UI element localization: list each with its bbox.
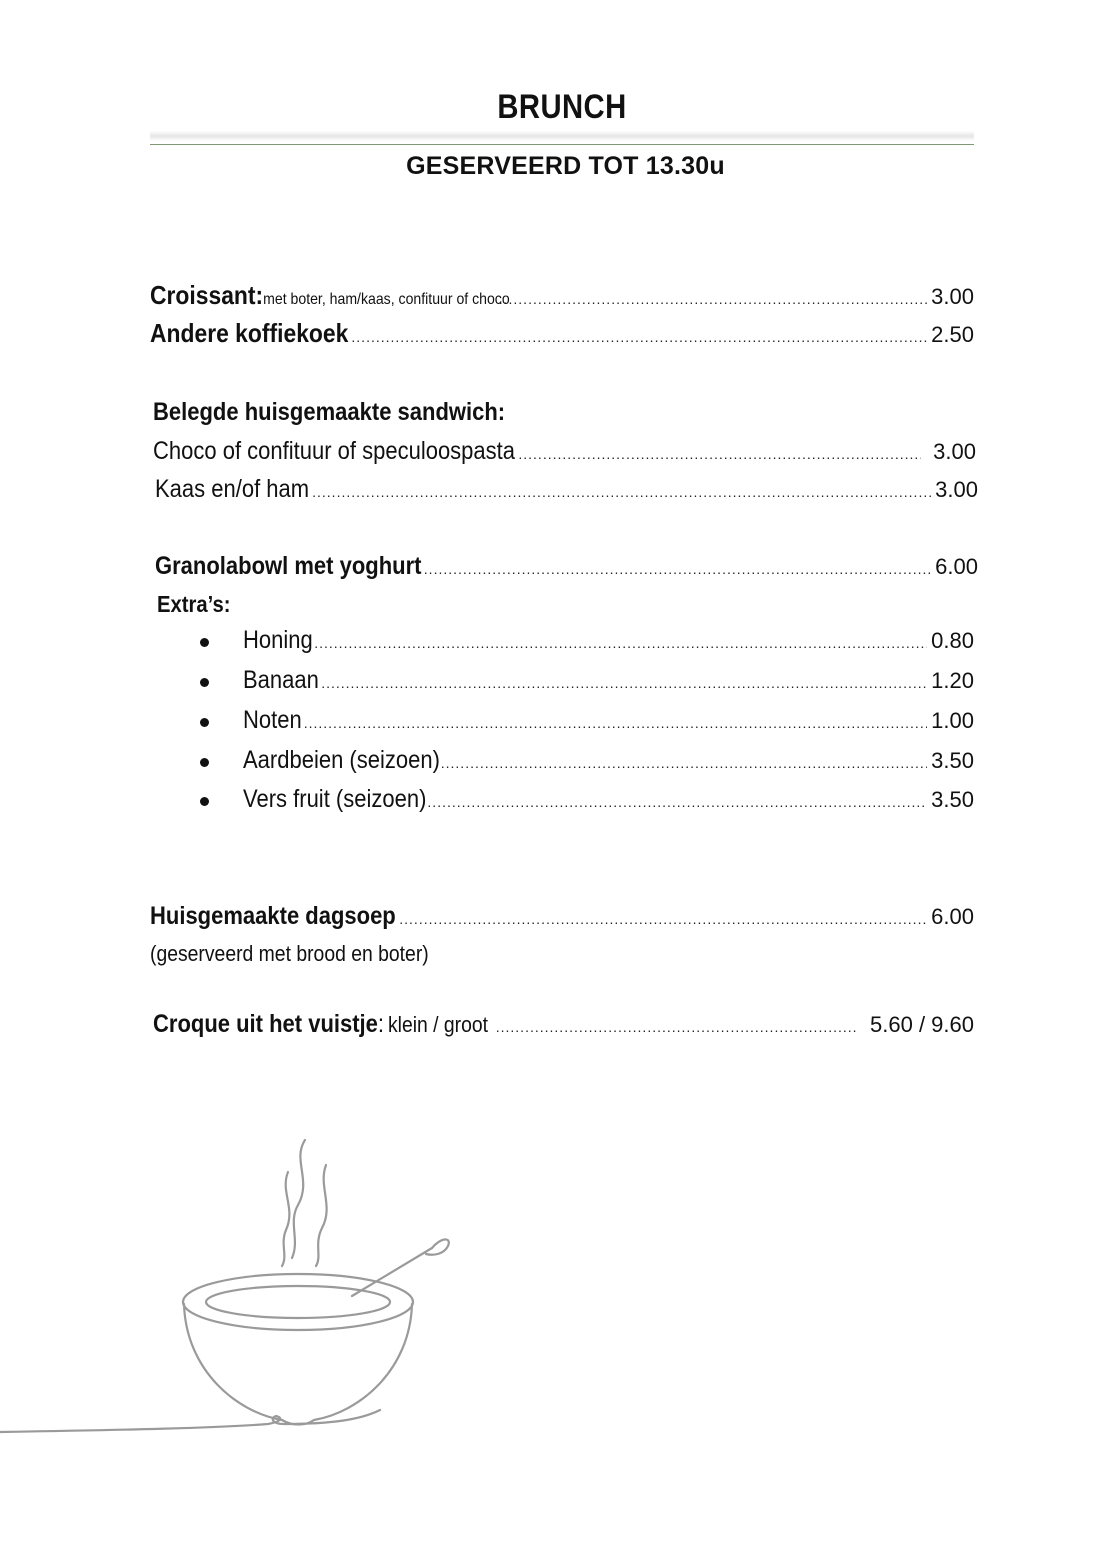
soup-bowl-icon — [0, 1080, 700, 1500]
item-name: Aardbeien (seizoen) — [243, 746, 440, 774]
item-price: 1.20 — [931, 668, 974, 693]
title-rule — [150, 144, 974, 145]
menu-title: BRUNCH — [497, 88, 627, 126]
item-name: Croque uit het vuistje — [153, 1010, 378, 1038]
item-price: 0.80 — [931, 628, 974, 653]
leader-dots — [321, 675, 927, 691]
bullet — [200, 758, 209, 767]
leader-dots — [518, 446, 921, 462]
menu-item-sandwich-kaas — [155, 475, 978, 504]
menu-item-dagsoep — [150, 902, 974, 931]
item-description: klein / groot — [387, 1012, 489, 1037]
leader-dots — [399, 911, 927, 927]
extra-item-banaan — [243, 666, 974, 695]
bullet — [200, 718, 209, 727]
item-name: Honing — [243, 626, 313, 654]
leader-dots — [312, 484, 931, 500]
item-name: Huisgemaakte dagsoep — [150, 902, 396, 930]
item-price: 1.00 — [931, 708, 974, 733]
item-price: 2.50 — [931, 322, 974, 347]
menu-item-koffiekoek — [150, 318, 974, 349]
leader-dots — [424, 561, 931, 577]
menu-item-granola — [155, 552, 978, 581]
item-name: Kaas en/of ham — [155, 475, 310, 503]
title-rule-shadow — [150, 131, 974, 141]
item-name: Vers fruit (seizoen) — [243, 785, 427, 813]
extras-heading: Extra’s: — [157, 591, 231, 617]
item-name: Noten — [243, 706, 302, 734]
extra-item-vers-fruit — [243, 785, 974, 814]
item-name: Andere koffiekoek — [150, 318, 349, 348]
item-name: Choco of confituur of speculoospasta — [153, 437, 516, 465]
leader-dots — [499, 291, 927, 307]
leader-dots — [314, 635, 927, 651]
item-price: 3.50 — [931, 787, 974, 812]
item-name: Banaan — [243, 666, 319, 694]
extra-item-aardbeien — [243, 746, 974, 775]
soup-note: (geserveerd met brood en boter) — [150, 941, 429, 966]
item-separator: : — [377, 1010, 385, 1038]
item-name: Granolabowl met yoghurt — [155, 552, 422, 580]
bullet — [200, 678, 209, 687]
menu-item-sandwich-choco — [153, 437, 976, 466]
leader-dots — [427, 794, 927, 810]
bullet — [200, 797, 209, 806]
menu-item-croissant — [150, 280, 974, 311]
bullet — [200, 638, 209, 647]
item-price: 3.00 — [933, 439, 976, 464]
leader-dots — [441, 755, 927, 771]
menu-item-croque — [153, 1010, 974, 1039]
leader-dots — [351, 329, 927, 345]
item-price: 5.60 / 9.60 — [870, 1012, 974, 1037]
extra-item-honing — [243, 626, 974, 655]
item-price: 3.50 — [931, 748, 974, 773]
item-price: 6.00 — [931, 904, 974, 929]
item-name: Croissant: — [150, 280, 264, 310]
item-price: 3.00 — [935, 477, 978, 502]
item-description: met boter, ham/kaas, confituur of choco — [263, 291, 510, 308]
menu-subtitle: GESERVEERD TOT 13.30u — [406, 152, 725, 180]
item-price: 6.00 — [935, 554, 978, 579]
extra-item-noten — [243, 706, 974, 735]
section-heading-sandwich: Belegde huisgemaakte sandwich: — [153, 398, 506, 426]
item-price: 3.00 — [931, 284, 974, 309]
leader-dots — [304, 715, 927, 731]
leader-dots — [496, 1019, 858, 1035]
